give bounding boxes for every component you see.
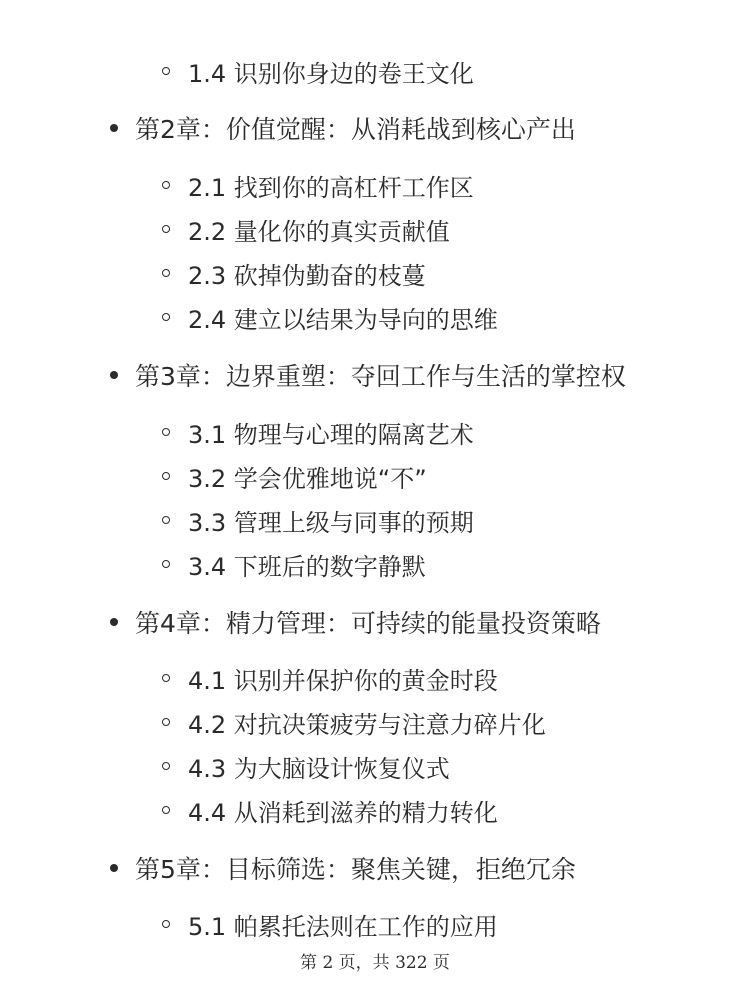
outline-section-3-4	[162, 544, 426, 584]
hollow-bullet-icon	[162, 718, 170, 726]
hollow-bullet-icon	[162, 762, 170, 770]
chapter-title: 第2章：价值觉醒：从消耗战到核心产出	[135, 115, 576, 144]
hollow-bullet-icon	[162, 674, 170, 682]
outline-chapter-3	[110, 355, 626, 395]
outline-section-5-1	[162, 904, 498, 944]
hollow-bullet-icon	[162, 516, 170, 524]
section-title: 3.1 物理与心理的隔离艺术	[188, 420, 474, 449]
hollow-bullet-icon	[162, 313, 170, 321]
outline-chapter-4	[110, 602, 601, 642]
hollow-bullet-icon	[162, 472, 170, 480]
chapter-title: 第4章：精力管理：可持续的能量投资策略	[135, 609, 601, 638]
hollow-bullet-icon	[162, 428, 170, 436]
hollow-bullet-icon	[162, 269, 170, 277]
hollow-bullet-icon	[162, 181, 170, 189]
outline-section-3-3	[162, 500, 474, 540]
outline-section-4-1	[162, 658, 498, 698]
filled-bullet-icon	[110, 124, 118, 132]
section-title: 3.4 下班后的数字静默	[188, 552, 426, 581]
page-number-footer: 第 2 页，共 322 页	[300, 953, 450, 973]
section-title: 2.2 量化你的真实贡献值	[188, 217, 450, 246]
section-title: 4.3 为大脑设计恢复仪式	[188, 754, 450, 783]
filled-bullet-icon	[110, 618, 118, 626]
outline-section-2-1	[162, 165, 474, 205]
section-title: 2.1 找到你的高杠杆工作区	[188, 173, 474, 202]
outline-section-2-3	[162, 253, 426, 293]
outline-section-3-2	[162, 456, 427, 496]
outline-chapter-2	[110, 108, 576, 148]
outline-section-4-2	[162, 702, 546, 742]
outline-section-4-3	[162, 746, 450, 786]
section-title: 4.2 对抗决策疲劳与注意力碎片化	[188, 710, 546, 739]
hollow-bullet-icon	[162, 560, 170, 568]
section-title: 5.1 帕累托法则在工作的应用	[188, 912, 498, 941]
filled-bullet-icon	[110, 371, 118, 379]
outline-section-4-4	[162, 790, 498, 830]
section-title: 2.4 建立以结果为导向的思维	[188, 305, 498, 334]
section-title: 1.4 识别你身边的卷王文化	[188, 59, 474, 88]
chapter-title: 第3章：边界重塑：夺回工作与生活的掌控权	[135, 362, 626, 391]
section-title: 4.4 从消耗到滋养的精力转化	[188, 798, 498, 827]
outline-section-2-2	[162, 209, 450, 249]
section-title: 4.1 识别并保护你的黄金时段	[188, 666, 498, 695]
outline-section-3-1	[162, 412, 474, 452]
outline-chapter-5	[110, 848, 576, 888]
filled-bullet-icon	[110, 864, 118, 872]
hollow-bullet-icon	[162, 920, 170, 928]
outline-section-2-4	[162, 297, 498, 337]
outline-section-1-4	[162, 51, 474, 91]
hollow-bullet-icon	[162, 806, 170, 814]
section-title: 3.2 学会优雅地说“不”	[188, 464, 427, 493]
section-title: 2.3 砍掉伪勤奋的枝蔓	[188, 261, 426, 290]
hollow-bullet-icon	[162, 67, 170, 75]
chapter-title: 第5章：目标筛选：聚焦关键，拒绝冗余	[135, 855, 576, 884]
section-title: 3.3 管理上级与同事的预期	[188, 508, 474, 537]
hollow-bullet-icon	[162, 225, 170, 233]
